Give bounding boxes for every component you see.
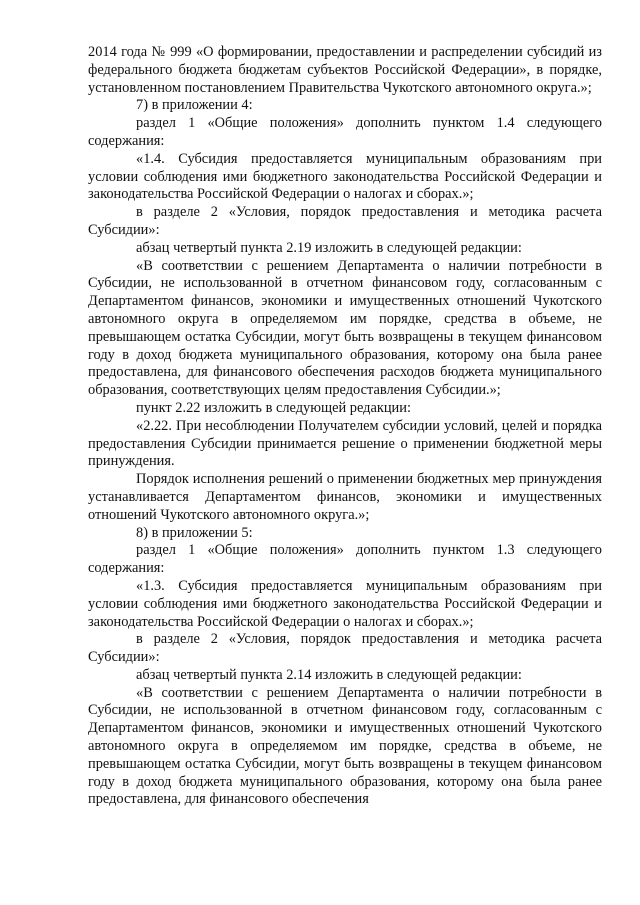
paragraph: Порядок исполнения решений о применении бюджетных мер принуждения устанавливается Департаментом финансов, экономики и имущественных отношений Чукотского автономного округа.»; (88, 471, 602, 523)
quote-paragraph: «В соответствии с решением Департамента о наличии потребности в Субсидии, не использованной в отчетном финансовом году, согласованным с Департаментом финансов, экономики и имущественных отношений Чукотского автономного округа в определяемом им порядке, средства в объеме, не превышающем остатка Субсидии, могут быть возвращены в текущем финансовом году в доход бюджета муниципального образования, которому она была ранее предоставлена, для финансового обеспечения расходов бюджета муниципального образования, соответствующих целям предоставления Субсидии.»; (88, 257, 602, 399)
quote-paragraph: «1.3. Субсидия предоставляется муниципальным образованиям при условии соблюдения ими бюджетного законодательства Российской Федерации и законодательства Российской Федерации о налогах и сборах.»; (88, 577, 602, 630)
quote-paragraph: «1.4. Субсидия предоставляется муниципальным образованиям при условии соблюдения ими бюджетного законодательства Российской Федерации и законодательства Российской Федерации о налогах и сборах.»; (88, 150, 602, 203)
paragraph-continuation: 2014 года № 999 «О формировании, предоставлении и распределении субсидий из федерального бюджета бюджетам субъектов Российской Федерации», в порядке, установленном постановлением Правительства Чукотского автономного округа.»; (88, 44, 602, 96)
paragraph: пункт 2.22 изложить в следующей редакции: (136, 399, 411, 416)
item-7-heading: 7) в приложении 4: (136, 97, 253, 114)
paragraph: раздел 1 «Общие положения» дополнить пунктом 1.3 следующего содержания: (88, 542, 602, 577)
paragraph: в разделе 2 «Условия, порядок предоставления и методика расчета Субсидии»: (88, 631, 602, 666)
quote-paragraph: «2.22. При несоблюдении Получателем субсидии условий, целей и порядка предоставления Субсидии принимается решение о применении бюджетной меры принуждения. (88, 417, 602, 470)
paragraph: раздел 1 «Общие положения» дополнить пунктом 1.4 следующего содержания: (88, 115, 602, 149)
paragraph: абзац четвертый пункта 2.14 изложить в следующей редакции: (136, 666, 522, 683)
paragraph: абзац четвертый пункта 2.19 изложить в следующей редакции: (136, 239, 522, 256)
quote-paragraph: «В соответствии с решением Департамента о наличии потребности в Субсидии, не использованной в отчетном финансовом году, согласованным с Департаментом финансов, экономики и имущественных отношений Чукотского автономного округа в определяемом им порядке, средства в объеме, не превышающем остатка Субсидии, могут быть возвращены в текущем финансовом году в доход бюджета муниципального образования, которому она была ранее предоставлена, для финансового обеспечения (88, 684, 602, 808)
document-page (88, 44, 602, 809)
item-8-heading: 8) в приложении 5: (136, 524, 253, 541)
paragraph: в разделе 2 «Условия, порядок предоставления и методика расчета Субсидии»: (88, 204, 602, 238)
